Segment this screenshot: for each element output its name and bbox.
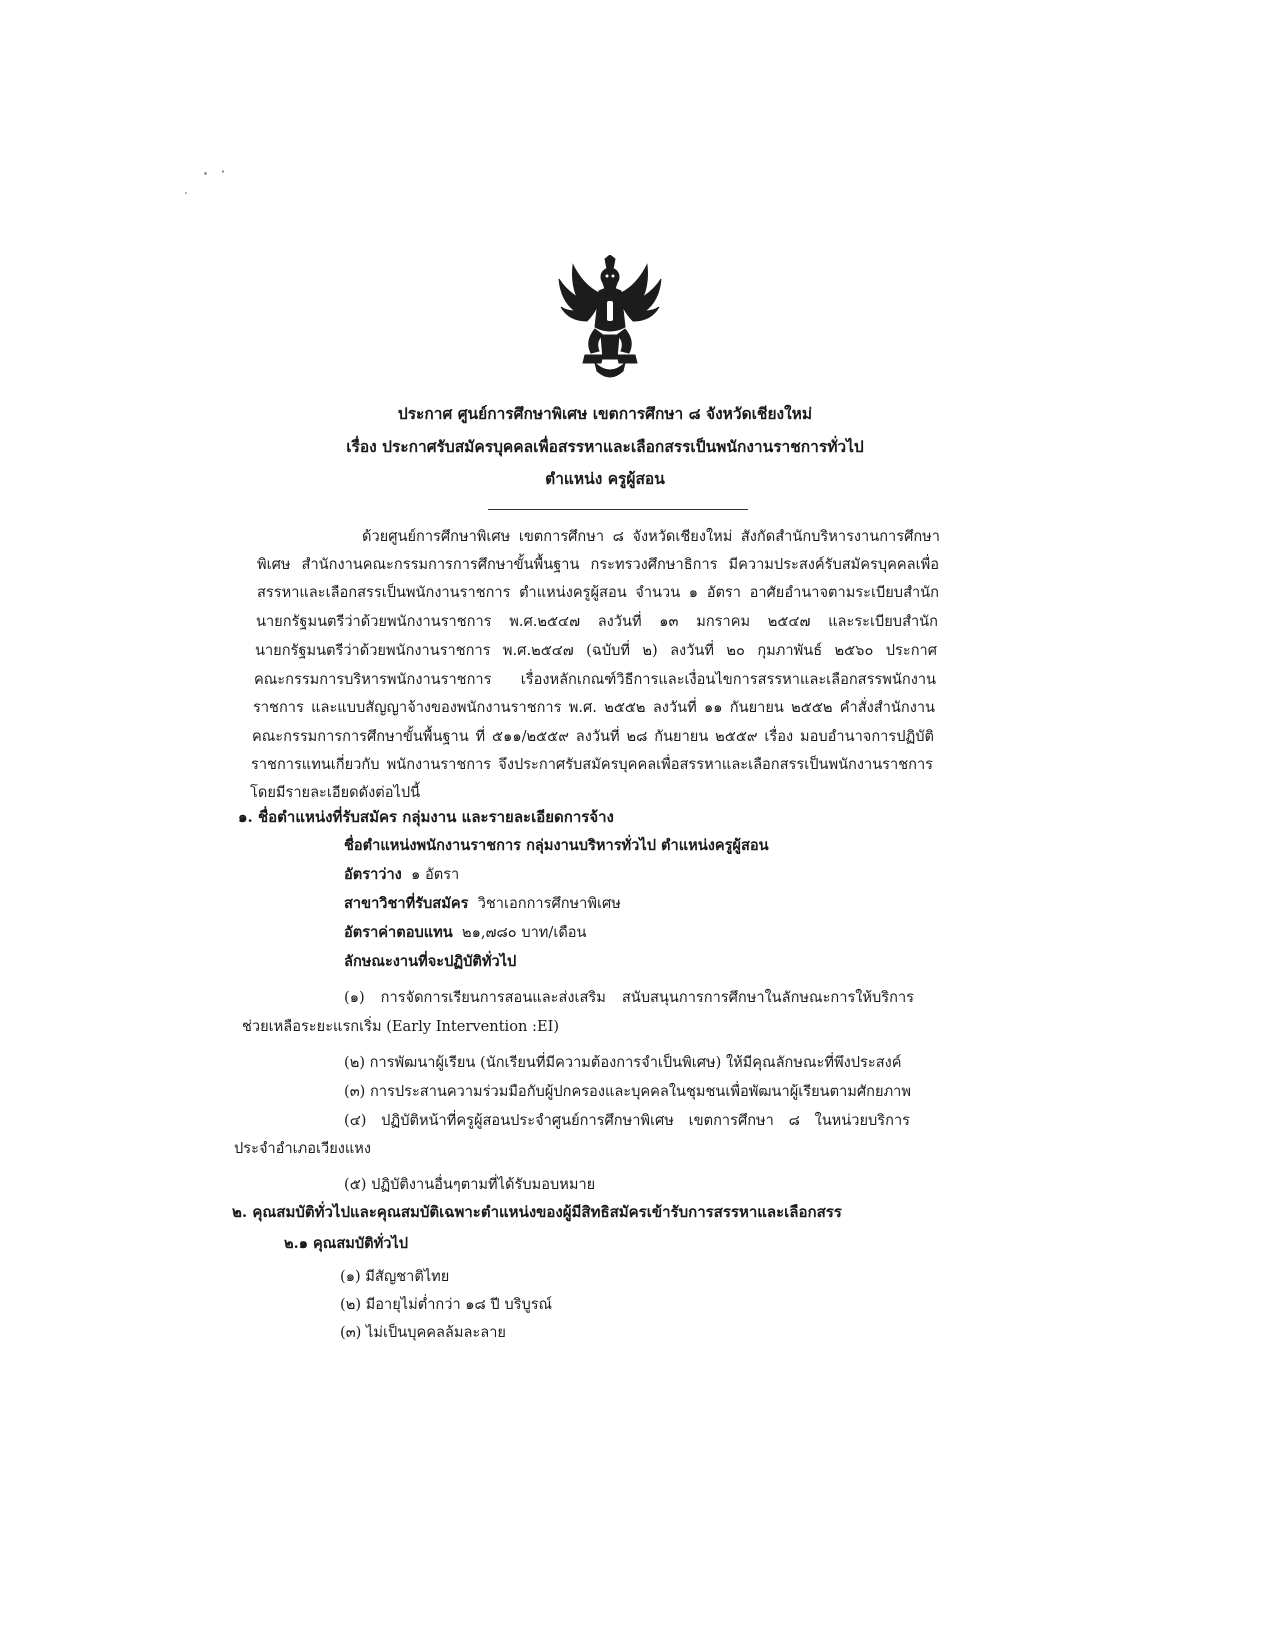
duty-item: (๒) การพัฒนาผู้เรียน (นักเรียนที่มีความต้องการจำเป็นพิเศษ) ให้มีคุณลักษณะที่พึงประสงค์ [344, 1054, 902, 1071]
announcement-subject: เรื่อง ประกาศรับสมัครบุคคลเพื่อสรรหาและเลือกสรรเป็นพนักงานราชการทั่วไป [346, 437, 864, 456]
intro-line: ราชการแทนเกี่ยวกับ พนักงานราชการ จึงประกาศรับสมัครบุคคลเพื่อสรรหาและเลือกสรรเป็นพนักงานราชการ [251, 756, 933, 773]
scan-speck [204, 172, 207, 175]
intro-line: คณะกรรมการการศึกษาขั้นพื้นฐาน ที่ ๕๑๑/๒๕๕๙ ลงวันที่ ๒๘ กันยายน ๒๕๕๙ เรื่อง มอบอำนาจการปฏิบัติ [252, 728, 934, 745]
duty-item: ช่วยเหลือระยะแรกเริ่ม (Early Intervention :EI) [242, 1018, 560, 1035]
duty-item: (๑) การจัดการเรียนการสอนและส่งเสริม สนับสนุนการการศึกษาในลักษณะการให้บริการ [344, 989, 914, 1006]
pay-label: อัตราค่าตอบแทน [344, 924, 453, 941]
field-value: วิชาเอกการศึกษาพิเศษ [477, 895, 621, 912]
scan-speck [222, 170, 224, 173]
position-name: ชื่อตำแหน่งพนักงานราชการ กลุ่มงานบริหารทั่วไป ตำแหน่งครูผู้สอน [344, 837, 769, 854]
intro-line: นายกรัฐมนตรีว่าด้วยพนักงานราชการ พ.ศ.๒๕๔๗ ลงวันที่ ๑๓ มกราคม ๒๕๔๗ และระเบียบสำนัก [256, 613, 938, 630]
duty-item: ประจำอำเภอเวียงแหง [234, 1140, 372, 1157]
intro-line: ราชการ และแบบสัญญาจ้างของพนักงานราชการ พ.ศ. ๒๕๕๒ ลงวันที่ ๑๑ กันยายน ๒๕๕๒ คำสั่งสำนักงาน [253, 699, 935, 716]
scan-speck [185, 192, 187, 194]
vacancy-value: ๑ อัตรา [411, 866, 460, 883]
announcement-title: ประกาศ ศูนย์การศึกษาพิเศษ เขตการศึกษา ๘ จังหวัดเชียงใหม่ [397, 404, 813, 423]
intro-line: นายกรัฐมนตรีว่าด้วยพนักงานราชการ พ.ศ.๒๕๔๗ (ฉบับที่ ๒) ลงวันที่ ๒๐ กุมภาพันธ์ ๒๕๖๐ ประกาศ [255, 642, 937, 659]
announcement-position: ตำแหน่ง ครูผู้สอน [545, 469, 665, 488]
header-divider [488, 509, 748, 510]
intro-line: โดยมีรายละเอียดดังต่อไปนี้ [250, 784, 421, 801]
intro-line: ด้วยศูนย์การศึกษาพิเศษ เขตการศึกษา ๘ จังหวัดเชียงใหม่ สังกัดสำนักบริหารงานการศึกษา [362, 528, 940, 545]
qualification-item: (๑) มีสัญชาติไทย [340, 1268, 450, 1285]
qualification-item: (๒) มีอายุไม่ต่ำกว่า ๑๘ ปี บริบูรณ์ [340, 1296, 553, 1313]
field-label: สาขาวิชาที่รับสมัคร [344, 895, 469, 912]
section2-heading: ๒. คุณสมบัติทั่วไปและคุณสมบัติเฉพาะตำแหน่งของผู้มีสิทธิสมัครเข้ารับการสรรหาและเลือกสรร [232, 1203, 842, 1221]
intro-line: พิเศษ สำนักงานคณะกรรมการการศึกษาขั้นพื้นฐาน กระทรวงศึกษาธิการ มีความประสงค์รับสมัครบุคคลเพื่อ [257, 556, 939, 573]
garuda-emblem-icon [555, 255, 665, 385]
pay-value: ๒๑,๗๘๐ บาท/เดือน [462, 924, 587, 941]
pay-row [344, 922, 587, 944]
vacancy-label: อัตราว่าง [344, 866, 402, 883]
duties-label: ลักษณะงานที่จะปฏิบัติทั่วไป [344, 953, 517, 970]
vacancy-row [344, 864, 459, 886]
intro-line: คณะกรรมการบริหารพนักงานราชการ เรื่องหลักเกณฑ์วิธีการและเงื่อนไขการสรรหาและเลือกสรรพนักงาน [254, 671, 936, 688]
field-row [344, 893, 621, 915]
section1-heading: ๑. ชื่อตำแหน่งที่รับสมัคร กลุ่มงาน และรายละเอียดการจ้าง [238, 808, 614, 826]
section2-subheading: ๒.๑ คุณสมบัติทั่วไป [284, 1235, 409, 1252]
intro-line: สรรหาและเลือกสรรเป็นพนักงานราชการ ตำแหน่งครูผู้สอน จำนวน ๑ อัตรา อาศัยอำนาจตามระเบียบสำนัก [257, 584, 939, 601]
duty-item: (๔) ปฏิบัติหน้าที่ครูผู้สอนประจำศูนย์การศึกษาพิเศษ เขตการศึกษา ๘ ในหน่วยบริการ [344, 1112, 910, 1129]
qualification-item: (๓) ไม่เป็นบุคคลล้มละลาย [340, 1324, 506, 1341]
duty-item: (๕) ปฏิบัติงานอื่นๆตามที่ได้รับมอบหมาย [344, 1176, 596, 1193]
duty-item: (๓) การประสานความร่วมมือกับผู้ปกครองและบุคคลในชุมชนเพื่อพัฒนาผู้เรียนตามศักยภาพ [344, 1083, 911, 1100]
